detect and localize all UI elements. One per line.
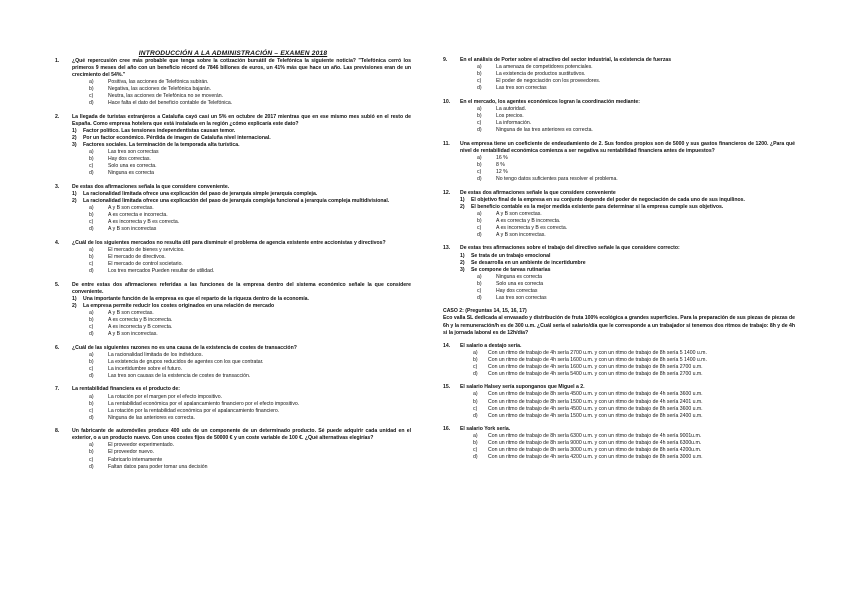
option-letter: c) bbox=[89, 163, 94, 170]
statement bbox=[72, 303, 411, 310]
answer-option bbox=[460, 288, 795, 295]
statement-number: 3) bbox=[72, 142, 77, 149]
option-letter: a) bbox=[477, 210, 482, 217]
question-text: ¿Cuál de los siguientes mercados no resulta útil para disminuir el problema de agencia existente entre accionistas y directivos? bbox=[72, 239, 386, 246]
option-text: Solo una es correcta. bbox=[108, 163, 157, 170]
case-text: Eco valla SL dedicada al envasado y distribución de fruta 100% ecológica a grandes superficies. Para la preparación de sus piezas de piezas de 6h y la remuneración/h es de 300 u.m. ¿Cuál sería el salario/día que le corresponde a un trabajador si tenemos dos ritmos de trabajo: 8h y de 4h si la jornada laboral es de 12h/día? bbox=[443, 315, 795, 336]
option-letter: d) bbox=[89, 414, 94, 421]
question bbox=[55, 428, 411, 470]
answer-option bbox=[72, 310, 411, 317]
answer-option bbox=[460, 211, 795, 218]
option-letter: c) bbox=[477, 224, 482, 231]
question bbox=[55, 58, 411, 107]
answer-option bbox=[460, 357, 795, 364]
option-text: Ninguna de las anteriores es correcta. bbox=[108, 414, 195, 421]
option-letter: d) bbox=[473, 454, 478, 461]
option-text: La rotación por la rentabilidad económica por el apalancamiento financiero. bbox=[108, 407, 280, 414]
answer-option bbox=[72, 163, 411, 170]
option-letter: b) bbox=[89, 253, 94, 260]
option-text: Con un ritmo de trabajo de 8h sería 9000 u.m. y con un ritmo de trabajo de 4h sería 6300u.m. bbox=[488, 440, 702, 447]
option-text: Los tres mercados Pueden resultar de utilidad. bbox=[108, 268, 215, 275]
option-text: A es incorrecta y B es correcta. bbox=[496, 224, 568, 231]
option-letter: b) bbox=[473, 440, 478, 447]
option-text: Fabricarlo internamente bbox=[108, 456, 163, 463]
statement-text: La racionalidad limitada ofrece una explicación del paso de jerarquía simple jerarquía compleja. bbox=[83, 190, 318, 197]
option-letter: b) bbox=[89, 86, 94, 93]
answer-option bbox=[460, 225, 795, 232]
question-text: Una empresa tiene un coeficiente de endeudamiento de 2. Sus fondos propios son de 5000 y sus gastos financieros de 1200. ¿Para qué nivel de rentabilidad económica comienza a ser negativa su rentabilidad financiera antes de impuestos? bbox=[460, 140, 795, 154]
option-letter: b) bbox=[89, 449, 94, 456]
option-letter: b) bbox=[477, 112, 482, 119]
statement-number: 1) bbox=[72, 295, 77, 302]
statement bbox=[460, 197, 795, 204]
question bbox=[443, 343, 795, 378]
statement-number: 2) bbox=[460, 259, 465, 266]
option-text: Con un ritmo de trabajo de 4h sería 2700 u.m. y con un ritmo de trabajo de 8h sería 5 1400 u.m. bbox=[488, 349, 707, 356]
option-text: A es correcta e incorrecta. bbox=[108, 212, 168, 219]
option-letter: c) bbox=[89, 323, 94, 330]
statement-number: 2) bbox=[72, 198, 77, 205]
question-number: 13. bbox=[443, 245, 451, 252]
option-letter: b) bbox=[89, 316, 94, 323]
answer-option bbox=[72, 457, 411, 464]
option-text: El mercado de directivos. bbox=[108, 253, 166, 260]
statement-text: Se desarrolla en un ambiente de incertidumbre bbox=[471, 259, 586, 266]
option-letter: c) bbox=[473, 405, 478, 412]
question-number: 12. bbox=[443, 189, 451, 196]
question-text: En el mercado, los agentes económicos logran la coordinación mediante: bbox=[460, 98, 640, 105]
option-letter: d) bbox=[477, 231, 482, 238]
answer-option bbox=[72, 247, 411, 254]
statement-number: 2) bbox=[72, 302, 77, 309]
answer-option bbox=[460, 127, 795, 134]
statement bbox=[72, 142, 411, 149]
statement-number: 3) bbox=[460, 266, 465, 273]
answer-option bbox=[72, 394, 411, 401]
question bbox=[443, 384, 795, 419]
answer-option bbox=[72, 464, 411, 471]
option-text: A y B son correctas. bbox=[108, 205, 154, 212]
question-number: 16. bbox=[443, 426, 451, 433]
question-text: De estas dos afirmaciones señale la que considere conveniente bbox=[460, 189, 616, 196]
answer-option bbox=[460, 176, 795, 183]
option-letter: a) bbox=[477, 154, 482, 161]
option-text: Faltan datos para poder tomar una decisión bbox=[108, 463, 208, 470]
option-letter: c) bbox=[473, 447, 478, 454]
question-number: 5. bbox=[55, 281, 60, 288]
option-letter: d) bbox=[89, 226, 94, 233]
option-letter: b) bbox=[477, 71, 482, 78]
option-letter: b) bbox=[89, 400, 94, 407]
option-letter: d) bbox=[89, 170, 94, 177]
statement bbox=[72, 135, 411, 142]
question bbox=[443, 141, 795, 183]
option-letter: a) bbox=[477, 64, 482, 71]
option-letter: c) bbox=[477, 78, 482, 85]
statement-text: La racionalidad limitada ofrece una explicación del paso de jerarquía compleja funcional a jerarquía compleja multidivisional. bbox=[83, 198, 390, 205]
option-text: Con un ritmo de trabajo de 4h sería 1600 u.m. y con un ritmo de trabajo de 8h sería 2700 u.m. bbox=[488, 363, 703, 370]
option-text: La amenaza de competidores potenciales. bbox=[496, 64, 593, 71]
question-number: 15. bbox=[443, 384, 451, 391]
question bbox=[443, 245, 795, 301]
option-text: La incertidumbre sobre el futuro. bbox=[108, 365, 183, 372]
question-text: De entre estas dos afirmaciones referidas a las funciones de la empresa dentro del sistema económico señale la que considere conveniente. bbox=[72, 281, 411, 295]
answer-option bbox=[460, 371, 795, 378]
answer-option bbox=[460, 433, 795, 440]
statement bbox=[72, 296, 411, 303]
answer-option bbox=[460, 399, 795, 406]
question bbox=[55, 345, 411, 380]
answer-option bbox=[460, 64, 795, 71]
statement-text: La empresa permite reducir los costes originados en una relación de mercado bbox=[83, 302, 275, 309]
option-text: Con un ritmo de trabajo de 4h sería 5400 u.m. y con un ritmo de trabajo de 8h sería 2700 u.m. bbox=[488, 370, 703, 377]
answer-option bbox=[460, 169, 795, 176]
option-letter: d) bbox=[473, 412, 478, 419]
option-letter: d) bbox=[473, 370, 478, 377]
option-text: El mercado de bienes y servicios. bbox=[108, 246, 185, 253]
statement bbox=[460, 204, 795, 211]
option-letter: a) bbox=[477, 105, 482, 112]
answer-option bbox=[72, 219, 411, 226]
answer-option bbox=[460, 413, 795, 420]
option-text: La racionalidad limitada de los individuos. bbox=[108, 351, 203, 358]
answer-option bbox=[72, 100, 411, 107]
option-text: A es correcta y B incorrecta. bbox=[496, 217, 561, 224]
option-text: Las tres son correctas bbox=[108, 149, 159, 156]
question bbox=[443, 426, 795, 461]
answer-option bbox=[72, 254, 411, 261]
option-text: Los precios. bbox=[496, 112, 524, 119]
question bbox=[443, 99, 795, 134]
statement bbox=[460, 260, 795, 267]
question-number: 8. bbox=[55, 428, 60, 435]
option-text: La información. bbox=[496, 119, 532, 126]
answer-option bbox=[72, 149, 411, 156]
option-letter: c) bbox=[473, 363, 478, 370]
option-text: A y B son incorrectas. bbox=[108, 331, 158, 338]
option-letter: c) bbox=[89, 407, 94, 414]
option-text: Con un ritmo de trabajo de 8h sería 3000 u.m. y con un ritmo de trabajo de 8h sería 4200u.m. bbox=[488, 447, 702, 454]
option-letter: d) bbox=[89, 463, 94, 470]
question-text: En el análisis de Porter sobre el atractivo del sector industrial, la existencia de fuerzas bbox=[460, 57, 672, 63]
option-text: La existencia de grupos reducidos de agentes con los que contratar. bbox=[108, 358, 264, 365]
option-letter: b) bbox=[89, 358, 94, 365]
option-text: A y B son correctas. bbox=[496, 210, 542, 217]
answer-option bbox=[460, 281, 795, 288]
option-text: A es incorrecta y B correcta. bbox=[108, 323, 173, 330]
question-text: La rentabilidad financiera es el producto de: bbox=[72, 386, 180, 393]
option-letter: d) bbox=[89, 268, 94, 275]
answer-option bbox=[72, 373, 411, 380]
answer-option bbox=[460, 295, 795, 302]
statement-number: 1) bbox=[460, 196, 465, 203]
option-letter: a) bbox=[89, 442, 94, 449]
option-text: A es correcta y B incorrecta. bbox=[108, 316, 173, 323]
option-letter: c) bbox=[89, 261, 94, 267]
answer-option bbox=[72, 170, 411, 177]
case-heading: CASO 2: (Preguntas 14, 15, 16, 17) bbox=[443, 308, 527, 315]
answer-option bbox=[460, 106, 795, 113]
answer-option bbox=[460, 162, 795, 169]
option-letter: b) bbox=[477, 217, 482, 224]
option-letter: a) bbox=[477, 273, 482, 280]
option-letter: b) bbox=[477, 161, 482, 168]
question-text: ¿Cuál de las siguientes razones no es una causa de la existencia de costes de transacción? bbox=[72, 344, 297, 351]
answer-option bbox=[72, 449, 411, 456]
statement-text: El objetivo final de la empresa en su conjunto depende del poder de negociación de cada uno de sus inquilinos. bbox=[471, 196, 745, 203]
option-letter: b) bbox=[89, 156, 94, 163]
answer-option bbox=[460, 232, 795, 239]
question-number: 11. bbox=[443, 140, 450, 147]
answer-option bbox=[460, 113, 795, 120]
option-letter: d) bbox=[477, 85, 482, 92]
option-letter: a) bbox=[473, 349, 478, 356]
answer-option bbox=[460, 71, 795, 78]
option-letter: c) bbox=[89, 456, 94, 463]
option-text: Con un ritmo de trabajo de 4h sería 4200 u.m. y con un ritmo de trabajo de 8h sería 3000 u.m. bbox=[488, 454, 703, 461]
statement-number: 1) bbox=[72, 190, 77, 197]
option-letter: b) bbox=[473, 398, 478, 405]
option-letter: b) bbox=[473, 356, 478, 363]
right-column bbox=[443, 57, 795, 468]
statement bbox=[460, 267, 795, 274]
answer-option bbox=[72, 352, 411, 359]
question-number: 3. bbox=[55, 183, 60, 190]
statement-text: Se compone de tareas rutinarias bbox=[471, 266, 551, 273]
option-text: Ninguna es correcta bbox=[108, 170, 155, 177]
statement-number: 2) bbox=[72, 135, 77, 142]
question bbox=[55, 114, 411, 177]
statement-text: Factor político. Las tensiones independentistas causan temor. bbox=[83, 128, 236, 135]
option-text: Hay dos correctas bbox=[496, 287, 538, 294]
question-number: 1. bbox=[55, 58, 60, 64]
answer-option bbox=[72, 226, 411, 233]
statement-number: 1) bbox=[460, 252, 465, 259]
answer-option bbox=[72, 415, 411, 422]
option-text: Las tres son causas de la existencia de costes de transacción. bbox=[108, 372, 251, 379]
option-text: Negativa, las acciones de Telefónica bajarán. bbox=[108, 86, 212, 93]
question-number: 7. bbox=[55, 386, 60, 393]
question bbox=[55, 386, 411, 421]
answer-option bbox=[72, 317, 411, 324]
option-letter: a) bbox=[89, 205, 94, 212]
question bbox=[55, 240, 411, 275]
answer-option bbox=[72, 93, 411, 100]
option-letter: a) bbox=[473, 391, 478, 398]
answer-option bbox=[460, 454, 795, 461]
answer-option bbox=[72, 401, 411, 408]
option-text: Con un ritmo de trabajo de 8h sería 4500 u.m. y con un ritmo de trabajo de 4h sería 3600 u.m. bbox=[488, 391, 703, 398]
option-text: Hay dos correctas. bbox=[108, 156, 151, 163]
answer-option bbox=[72, 212, 411, 219]
question-number: 6. bbox=[55, 344, 60, 351]
option-text: A es incorrecta y B es correcta. bbox=[108, 219, 180, 226]
option-text: El proveedor nuevo. bbox=[108, 449, 155, 456]
answer-option bbox=[72, 205, 411, 212]
option-letter: a) bbox=[89, 393, 94, 400]
option-text: Ninguna de las tres anteriores es correcta. bbox=[496, 127, 593, 134]
answer-option bbox=[72, 408, 411, 415]
option-letter: c) bbox=[477, 119, 482, 126]
option-text: Con un ritmo de trabajo de 4h sería 1500 u.m. y con un ritmo de trabajo de 8h sería 2400 u.m. bbox=[488, 412, 703, 419]
answer-option bbox=[72, 268, 411, 275]
option-text: Hace falta el dato del beneficio contable de Telefónica. bbox=[108, 100, 233, 107]
option-letter: d) bbox=[89, 372, 94, 379]
question bbox=[55, 184, 411, 233]
page-title: INTRODUCCIÓN A LA ADMINISTRACIÓN – EXAMEN 2018 bbox=[138, 50, 328, 57]
question-number: 2. bbox=[55, 113, 60, 120]
option-letter: c) bbox=[477, 168, 482, 175]
question-number: 10. bbox=[443, 98, 451, 105]
answer-option bbox=[460, 350, 795, 357]
option-text: 12 % bbox=[496, 168, 508, 175]
answer-option bbox=[72, 324, 411, 331]
option-letter: c) bbox=[477, 287, 482, 294]
option-letter: a) bbox=[473, 433, 478, 440]
case-block bbox=[443, 308, 795, 336]
answer-option bbox=[460, 440, 795, 447]
option-text: 8 % bbox=[496, 161, 505, 168]
option-text: A y B son correctas. bbox=[108, 309, 154, 316]
option-letter: d) bbox=[477, 127, 482, 134]
option-text: Las tres son correctas bbox=[496, 294, 547, 301]
option-letter: a) bbox=[89, 149, 94, 156]
option-text: Ninguna es correcta bbox=[496, 273, 543, 280]
option-letter: a) bbox=[89, 309, 94, 316]
answer-option bbox=[72, 261, 411, 268]
statement-text: Se trata de un trabajo emocional bbox=[471, 252, 551, 259]
answer-option bbox=[72, 366, 411, 373]
answer-option bbox=[72, 359, 411, 366]
question-text: La llegada de turistas extranjeros a Cataluña cayó casi un 5% en octubre de 2017 mientras que en ese mismo mes subió en el resto de España. Como empresa hotelera que está instalada en la región ¿cómo explicaría este dato? bbox=[72, 113, 411, 127]
option-text: 16 % bbox=[496, 154, 508, 161]
answer-option bbox=[460, 447, 795, 454]
option-letter: b) bbox=[477, 280, 482, 287]
question-text: El salario Halsey sería suponganos que Miguel a 2. bbox=[460, 384, 585, 391]
statement bbox=[72, 198, 411, 205]
option-text: El mercado de control societario. bbox=[108, 261, 183, 267]
answer-option bbox=[460, 120, 795, 127]
option-text: A y B son incorrectas. bbox=[496, 231, 546, 238]
answer-option bbox=[72, 86, 411, 93]
option-letter: c) bbox=[89, 365, 94, 372]
question bbox=[443, 57, 795, 92]
option-text: Con un ritmo de trabajo de 8h sería 1500 u.m. y con un ritmo de trabajo de 4h sería 2401 u.m. bbox=[488, 398, 703, 405]
answer-option bbox=[460, 85, 795, 92]
option-letter: d) bbox=[89, 331, 94, 338]
question-text: Un fabricante de automóviles produce 400 uds de un componente de un determinado producto. Sé puede adquirir cada unidad en el exterior, o a un producto nuevo. Con unos costes fijos de 50000 € y un coste variable de 100 €. ¿Qué alternativas elegirías? bbox=[72, 428, 411, 442]
question bbox=[443, 190, 795, 239]
question-number: 9. bbox=[443, 57, 448, 63]
option-text: La rotación por el margen por el efecto impositivo. bbox=[108, 393, 223, 400]
answer-option bbox=[460, 218, 795, 225]
option-text: Con un ritmo de trabajo de 8h sería 6300 u.m. y con un ritmo de trabajo de 4h sería 9001u.m. bbox=[488, 433, 702, 440]
answer-option bbox=[72, 331, 411, 338]
option-letter: d) bbox=[477, 294, 482, 301]
option-text: Solo una es correcta bbox=[496, 280, 544, 287]
answer-option bbox=[72, 156, 411, 163]
option-letter: a) bbox=[89, 246, 94, 253]
question-number: 4. bbox=[55, 239, 60, 246]
question-text: El salario a destajo sería. bbox=[460, 342, 522, 349]
option-text: A y B son incorrectas bbox=[108, 226, 157, 233]
option-text: La rentabilidad económica por el apalancamiento financiero por el efecto impositivo. bbox=[108, 400, 300, 407]
statement bbox=[72, 128, 411, 135]
answer-option bbox=[460, 155, 795, 162]
statement-text: El beneficio contable es la mejor medida existente para determinar si la empresa cumple sus objetivos. bbox=[471, 203, 724, 210]
question-text: ¿Qué repercusión cree más probable que tenga sobre la cotización bursátil de Telefónica la siguiente noticia? "Telefónica cerró los primeros 9 meses del año con un beneficio récord de 7846 billones de euros, un 41% más que hace un año. Las previsiones eran de un crecimiento del 54%." bbox=[72, 58, 411, 79]
option-text: No tengo datos suficientes para resolver el problema. bbox=[496, 175, 618, 182]
option-text: Positiva, las acciones de Telefónica subirán. bbox=[108, 79, 209, 86]
answer-option bbox=[460, 78, 795, 85]
option-text: El poder de negociación con los proveedores. bbox=[496, 78, 601, 85]
option-text: El proveedor experimentado. bbox=[108, 442, 175, 449]
option-letter: c) bbox=[89, 93, 94, 100]
answer-option bbox=[72, 442, 411, 449]
option-letter: a) bbox=[89, 79, 94, 86]
option-text: Con un ritmo de trabajo de 4h sería 1600 u.m. y con un ritmo de trabajo de 8h sería 5 1400 u.m. bbox=[488, 356, 707, 363]
answer-option bbox=[460, 364, 795, 371]
statement-number: 1) bbox=[72, 128, 77, 135]
question-text: De estas tres afirmaciones sobre el trabajo del directivo señale la que considere correcto: bbox=[460, 245, 680, 252]
option-letter: a) bbox=[89, 351, 94, 358]
statement-text: Una importante función de la empresa es que el reparto de la riqueza dentro de la economía. bbox=[83, 295, 309, 302]
option-text: La autoridad. bbox=[496, 105, 527, 112]
statement-number: 2) bbox=[460, 203, 465, 210]
option-letter: b) bbox=[89, 212, 94, 219]
option-text: La existencia de productos sustitutivos. bbox=[496, 71, 586, 78]
answer-option bbox=[72, 79, 411, 86]
option-letter: d) bbox=[477, 175, 482, 182]
option-text: Neutra, las acciones de Telefónica no se moverán. bbox=[108, 93, 224, 100]
option-text: Las tres son correctas bbox=[496, 85, 547, 92]
question-text: El salario York sería. bbox=[460, 426, 511, 433]
statement-text: Por un factor económico. Pérdida de imagen de Cataluña nivel internacional. bbox=[83, 135, 271, 142]
left-column bbox=[55, 58, 411, 477]
answer-option bbox=[460, 406, 795, 413]
option-letter: d) bbox=[89, 100, 94, 107]
question bbox=[55, 282, 411, 338]
question-number: 14. bbox=[443, 342, 451, 349]
statement bbox=[72, 191, 411, 198]
option-letter: c) bbox=[89, 219, 94, 226]
answer-option bbox=[460, 274, 795, 281]
statement bbox=[460, 253, 795, 260]
question-text: De estas dos afirmaciones señala la que considere conveniente. bbox=[72, 183, 230, 190]
answer-option bbox=[460, 391, 795, 398]
statement-text: Factores sociales. La terminación de la temporada alta turística. bbox=[83, 142, 240, 149]
option-text: Con un ritmo de trabajo de 4h sería 4500 u.m. y con un ritmo de trabajo de 8h sería 3600 u.m. bbox=[488, 405, 703, 412]
